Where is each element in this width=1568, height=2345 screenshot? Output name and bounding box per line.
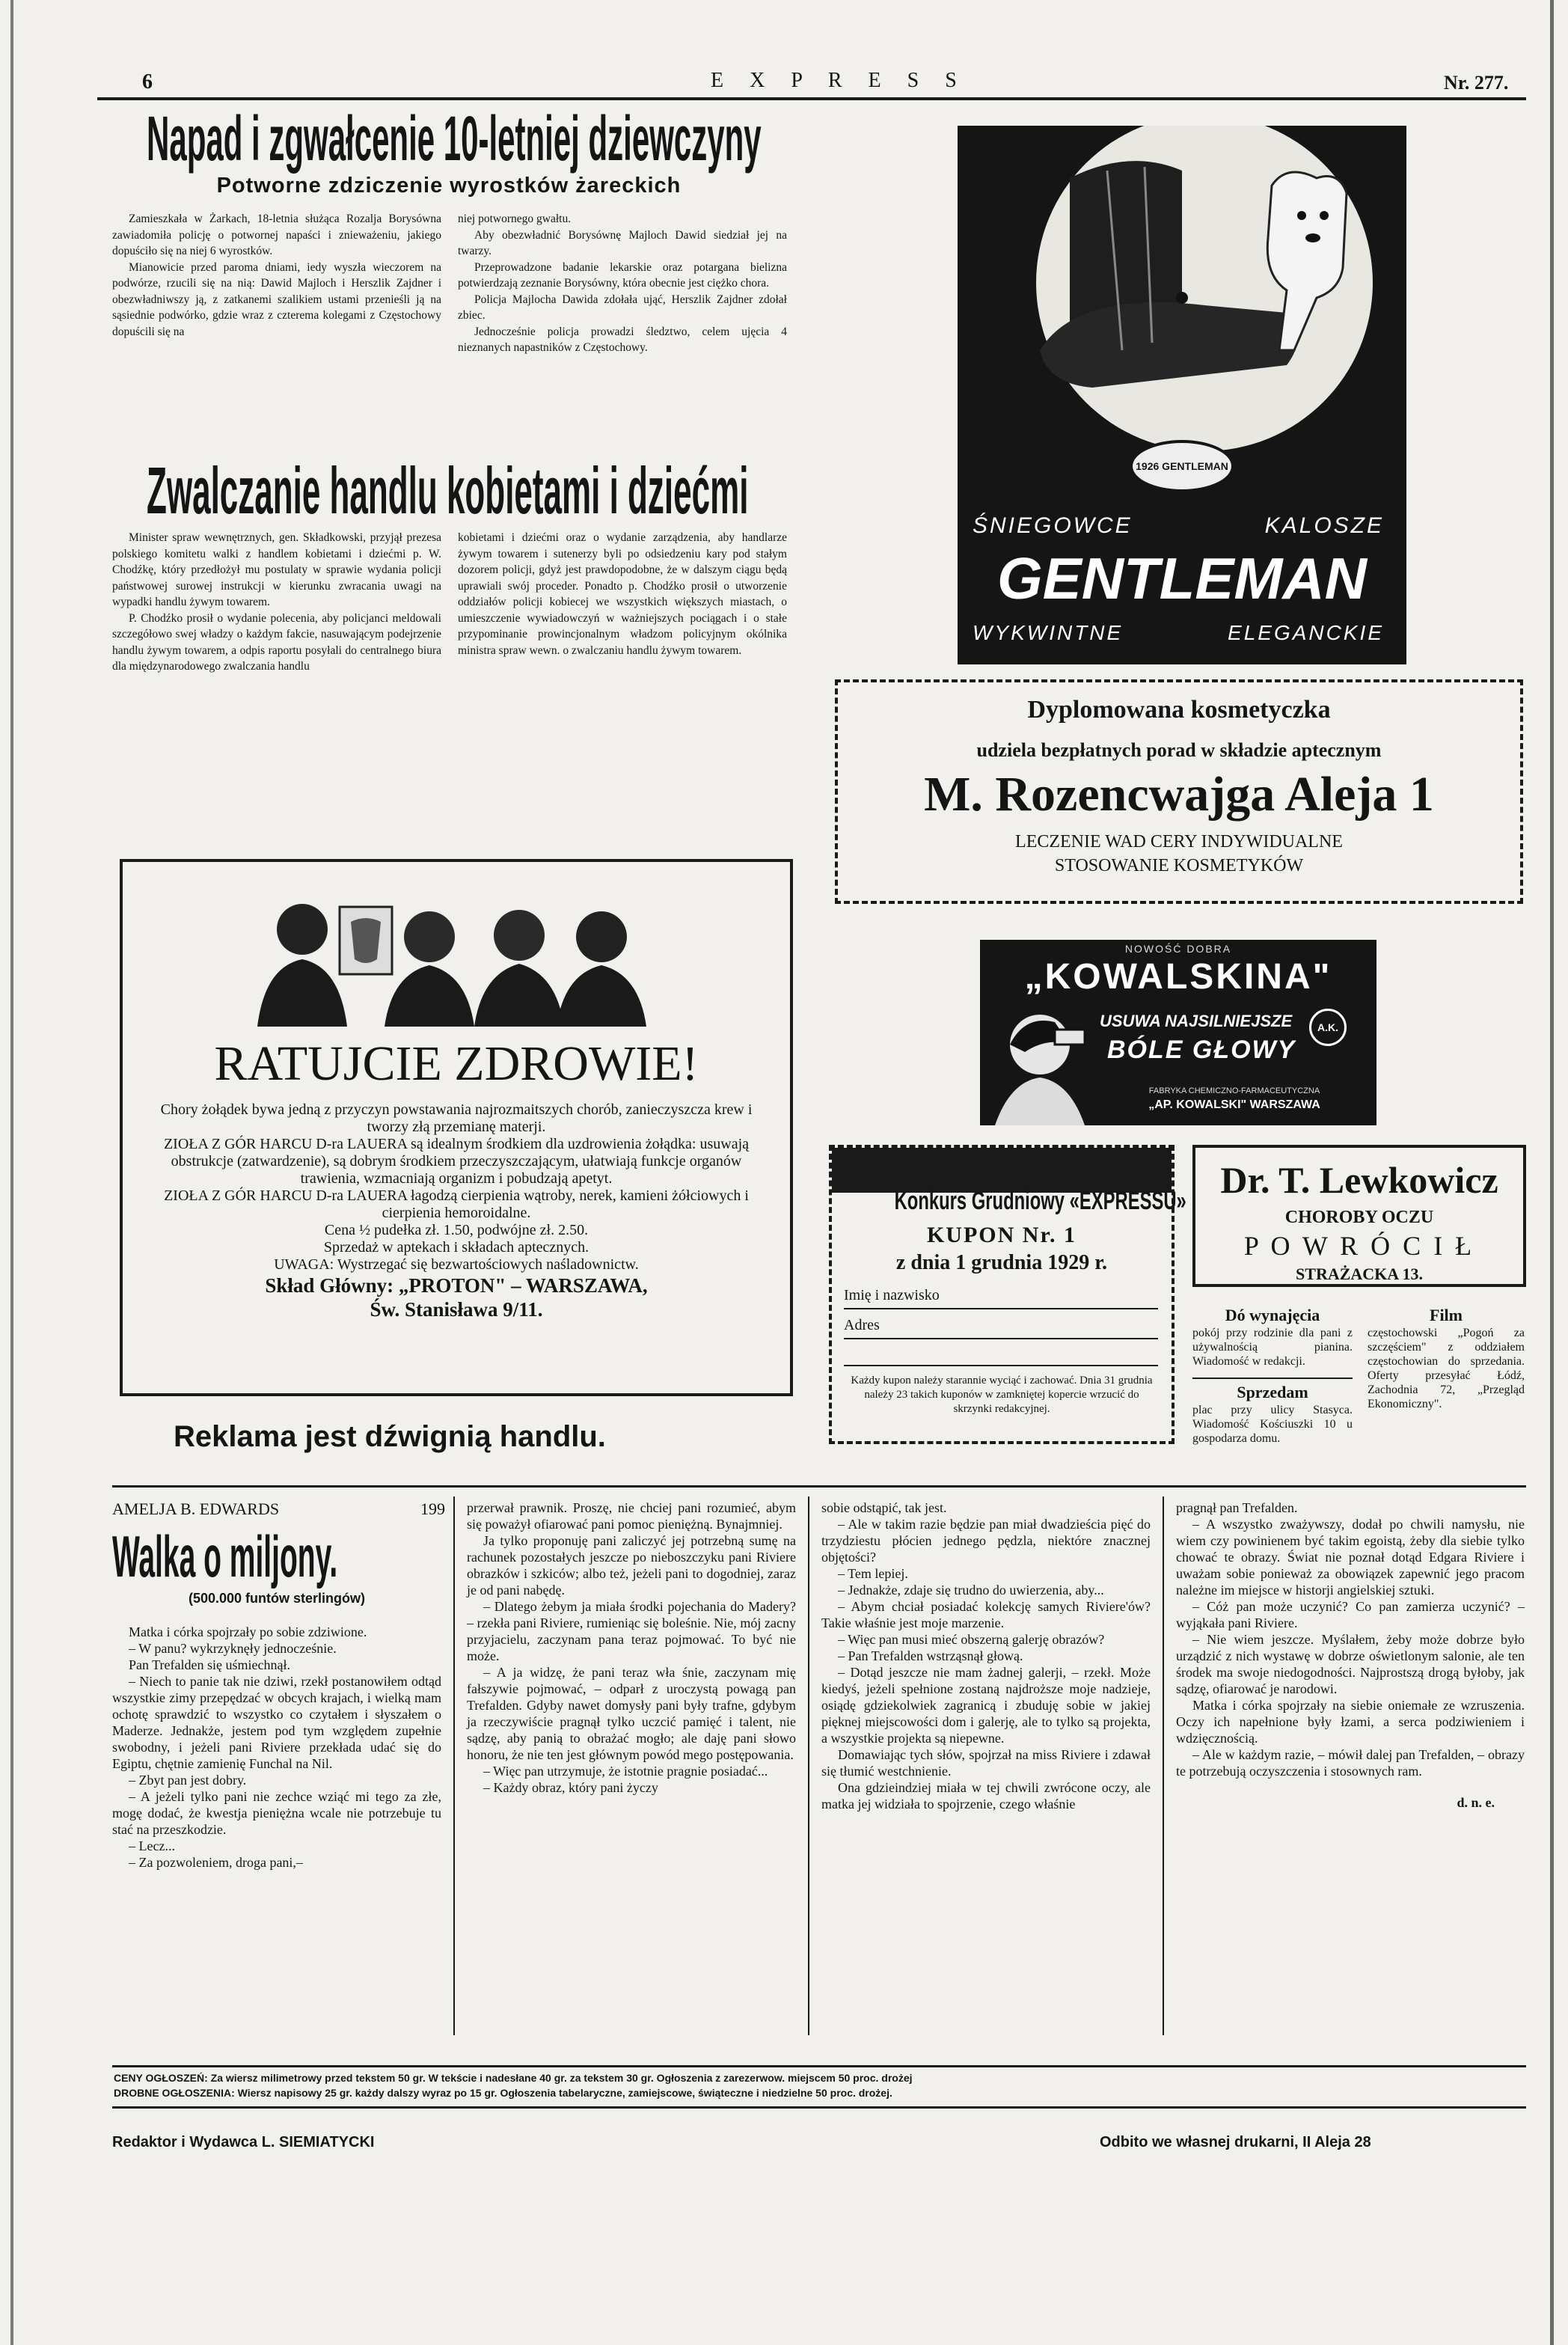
gentleman-wykwintne: WYKWINTNE (973, 621, 1124, 644)
ratujcie-p8: Św. Stanisława 9/11. (370, 1298, 543, 1321)
paragraph: Minister spraw wewnętrznych, gen. Składkowski, przyjął prezesa polskiego komitetu walki z handlem kobietami i dziećmi p. W. Chodźkę, który przedłożył mu postulaty w sprawie wydania policji państwowej surowej instrukcji w kierunku zwracania uwagi na wypadki handlu żywym towarem. (112, 531, 441, 608)
kowalskina-footer1: FABRYKA CHEMICZNO-FARMACEUTYCZNA (1148, 1086, 1320, 1095)
serial-title-wrap (112, 1523, 441, 1589)
ratujcie-title: RATUJCIE ZDROWIE! (214, 1036, 699, 1091)
gentleman-line3 (973, 621, 1391, 645)
ratujcie-zdrowie-ad (120, 859, 793, 1396)
paragraph: – Dotąd jeszcze nie mam żadnej galerji, – rzekł. Może kiedyś, jeżeli spełnione zostaną najdroższe moje nadzieje, osiądę gdziekolwiek zagranicą i zbuduję sobie w jakiej pięknej miejscowości dom i galerję, ale to tylko są projekta, a wszystkie projekta są niepewne. (821, 1665, 1151, 1746)
lewkowicz-ad (1192, 1145, 1526, 1287)
article1-col1 (112, 211, 441, 340)
classified-text: plac przy ulicy Stasyca. Wiadomość Kościuszki 10 u gospodarza domu. (1192, 1404, 1353, 1445)
konkurs-field2-label: Adres (844, 1317, 880, 1333)
paragraph: – Za pozwoleniem, droga pani,– (129, 1855, 303, 1870)
kowalskina-badge: A.K. (1309, 1009, 1347, 1046)
slogan: Reklama jest dźwignią handlu. (174, 1420, 606, 1453)
gentleman-logo-text: 1926 GENTLEMAN (1136, 460, 1228, 472)
ratujcie-p6: UWAGA: Wystrzegać się bezwartościowych naśladownictw. (274, 1256, 639, 1273)
konkurs-field1-label: Imię i nazwisko (844, 1287, 940, 1303)
page-number: 6 (142, 70, 153, 94)
paragraph: – A ja widzę, że pani teraz wła śnie, zaczynam mię fałszywie pojmować, – odparł z uroczystą powagą pan Trefalden. Gdyby nawet domysły pani były trafne, gdybym ja rzeczywiście pragnął tylko uczcić pamięć i talent, nie sądzę, aby panią to obrażać mogło; ale daję pani słowo honoru, że nie ten jest głównym powód mego postępowania. (467, 1665, 796, 1762)
price-line1: CENY OGŁOSZEŃ: Za wiersz milimetrowy przed tekstem 50 gr. W tekście i nadesłane 40 gr. za tekstem 30 gr. Ogłoszenia z zarezerwow. miejscem 50 proc. drożej (114, 2072, 913, 2084)
article1-title: Napad i zgwałcenie 10-letniej dziewczyny (147, 103, 762, 174)
paragraph: – Lecz... (129, 1838, 175, 1853)
doctors-illustration (242, 877, 661, 1027)
paragraph: – Abym chciał posiadać kolekcję samych Riviere'ów? Takie właśnie jest moje marzenie. (821, 1599, 1151, 1630)
article2-col1 (112, 530, 441, 675)
paragraph: Matka i córka spojrzały na siebie oniemałe ze wzruszenia. Oczy ich napełnione były łzami, a serca podziwieniem i wdzięcznością. (1176, 1698, 1525, 1746)
serial-end: d. n. e. (1457, 1795, 1495, 1810)
paragraph: niej potwornego gwałtu. (458, 213, 572, 225)
column-divider (453, 1496, 455, 2035)
paragraph: Przeprowadzone badanie lekarskie oraz potargana bielizna potwierdzają zeznanie Borysówny, która obecnie jest ciężko chora. (458, 260, 787, 290)
gentleman-sniegowce: ŚNIEGOWCE (973, 513, 1133, 538)
konkurs-address-line2[interactable] (844, 1347, 1158, 1366)
paragraph: kobietami i dziećmi oraz o wydanie zarządzenia, aby handlarze żywym towarem i sutenerzy byli po odsiedzeniu kary pod stałym dozorem policji, gdyż jest prawdopodobne, że w dalszym ciągu będą uprawiali swój proceder. Ponadto p. Chodźko prosił o utworzenie oddziałów policji kobiecej we wszystkich większych miastach, o umieszczenie wywiadowczyń w ważniejszych pociągach i o stałe przypominanie prowincjonalnym władzom policyjnym okólnika ministra spraw wewn. o zwalczaniu handlu żywym towarem. (458, 531, 787, 657)
paragraph: przerwał prawnik. Proszę, nie chciej pani rozumieć, abym się poważył ofiarować pani pomoc pieniężną. Bynajmniej. (467, 1500, 796, 1532)
ratujcie-p5: Sprzedaż w aptekach i składach aptecznych. (323, 1239, 589, 1256)
lewkowicz-line1: CHOROBY OCZU (1284, 1208, 1434, 1227)
paragraph: – A wszystko zważywszy, dodał po chwili namysłu, nie wiem czy powinienem być takim egoistą, żeby dla siebie tylko chować te obrazy. Świat nie poznał dotąd Edgara Riviere i uważam sobie ponieważ za obowiązek zapewnić jego pracom należne im miejsce w historji angielskiej sztuki. (1176, 1517, 1525, 1598)
serial-col3 (821, 1499, 1151, 1812)
imprint-printer: Odbito we własnej drukarni, II Aleja 28 (1100, 2134, 1371, 2150)
article1-subtitle: Potworne zdziczenie wyrostków żareckich (216, 174, 682, 198)
page-right-border (1550, 0, 1554, 2345)
paragraph: Policja Majlocha Dawida zdołała ująć, Herszlik Zajdner zdołał zbiec. (458, 293, 787, 322)
paragraph: sobie odstąpić, tak jest. (821, 1500, 947, 1515)
kosmetyczka-name: M. Rozencwajga Aleja 1 (924, 767, 1434, 822)
paragraph: Ja tylko proponuję pani zaliczyć jej potrzebną sumę na rachunek pozostałych jeszcze po nieboszczyku pani Riviere obrazków i szkiców; albo też, jeżeli pani to dogodniej, zaraz je od pani nabędę. (467, 1533, 796, 1598)
paragraph: Mianowicie przed paroma dniami, iedy wyszła wieczorem na podwórze, rzucili się na nią: Dawid Majloch i Herszlik Zajdner i obezwładniwszy ją, z zatkanemi szalikiem ustami przenieśli ją na sąsiednie podwórko, gdzie wraz z czterema kolegami z Częstochowy dopuścili się na (112, 260, 441, 338)
serial-subtitle: (500.000 funtów sterlingów) (188, 1591, 366, 1606)
classified-heading: Film (1430, 1306, 1463, 1324)
article2-headline (147, 453, 820, 528)
classified-text: częstochowski „Pogoń za szczęściem" z oddziałem częstochowian do sprzedania. Oferty przesyłać Łódź, Zachodnia 72, „Przegląd Ekonomiczny". (1368, 1327, 1525, 1410)
konkurs-name-field[interactable] (844, 1287, 1158, 1309)
ratujcie-p2: ZIOŁA Z GÓR HARCU D-ra LAUERA są idealnym środkiem dla uzdrowienia żołądka: usuwają obstrukcje (zatwardzenie), są dobrym środkiem przeczyszczającym, ułatwiają funkcje organów trawienia, wzmacniają organizm i pobudzają apetyt. (163, 1136, 750, 1187)
kowalskina-brand: „KOWALSKINA" (1024, 957, 1332, 997)
classified-heading: Dó wynajęcia (1225, 1306, 1320, 1324)
issue-number: Nr. 277. (1444, 72, 1509, 94)
ratujcie-p3: ZIOŁA Z GÓR HARCU D-ra LAUERA łagodzą cierpienia wątroby, nerek, kamieni żółciowych i cierpienia hemoroidalne. (164, 1187, 749, 1221)
newspaper-title: E X P R E S S (711, 69, 967, 92)
column-divider (1163, 1496, 1164, 2035)
paragraph: Pan Trefalden się uśmiechnął. (129, 1657, 290, 1672)
paragraph: – Więc pan utrzymuje, że istotnie pragnie posiadać... (483, 1764, 768, 1779)
paragraph: Ona gdzieindziej miała w tej chwili zwrócone oczy, ale matka jej widziała to spojrzenie, czego właśnie (821, 1780, 1151, 1812)
page-left-border (10, 0, 13, 2345)
price-line2: DROBNE OGŁOSZENIA: Wiersz napisowy 25 gr. każdy dalszy wyraz po 15 gr. Ogłoszenia tabelaryczne, zamiejscowe, świąteczne i niedzielne 50 proc. drożej. (114, 2087, 892, 2099)
kosmetyczka-advice: udziela bezpłatnych porad w składzie aptecznym (976, 739, 1382, 761)
paragraph: – A jeżeli tylko pani nie zechce wziąć mi tego za złe, mogę dodać, że kwestja pieniężna wcale nie potrzebuje tu stać na przeszkodzie. (112, 1789, 441, 1837)
konkurs-title: Konkurs Grudniowy «EXPRESSU» (894, 1187, 1186, 1215)
ratujcie-p4: Cena ½ pudełka zł. 1.50, podwójne zł. 2.50. (324, 1222, 589, 1238)
paragraph: – Nie wiem jeszcze. Myślałem, żeby może dobrze było urządzić z nich wystawę w dobrze oświetlonym salonie, ale ten środek ma swoje niedogodności. Najprostszą drogą byłoby, jak sądzę, ofiarować je narodowi. (1176, 1632, 1525, 1696)
paragraph: – W panu? wykrzyknęły jednocześnie. (129, 1641, 337, 1656)
gentleman-eleganckie: ELEGANCKIE (1228, 621, 1384, 644)
konkurs-title-bar (832, 1148, 1172, 1193)
serial-col4 (1176, 1499, 1525, 1811)
serial-author: AMELJA B. EDWARDS (112, 1499, 280, 1518)
classified-film (1368, 1305, 1525, 1411)
paragraph: – Tem lepiej. (838, 1566, 908, 1581)
paragraph: – Cóż pan może uczynić? Co pan zamierza uczynić? – wyjąkała pani Riviere. (1176, 1599, 1525, 1630)
kowalskina-line1: USUWA NAJSILNIEJSZE (1100, 1012, 1293, 1030)
article2-title: Zwalczanie handlu kobietami i dziećmi (147, 453, 749, 528)
classified-text: pokój przy rodzinie dla pani z używalnością pianina. Wiadomość w redakcji. (1192, 1327, 1353, 1368)
konkurs-coupon (829, 1145, 1186, 1444)
gentleman-line1 (973, 513, 1391, 539)
lewkowicz-line2: P O W R Ó C I Ł (1243, 1231, 1475, 1261)
serial-col1 (112, 1624, 441, 1871)
gentleman-logo-badge (1130, 440, 1234, 492)
paragraph: – Jednakże, zdaje się trudno do uwierzenia, aby... (838, 1583, 1104, 1598)
lewkowicz-name: Dr. T. Lewkowicz (1220, 1159, 1498, 1201)
paragraph: – Ale w każdym razie, – mówił dalej pan Trefalden, – obrazy te potrzebują oczyszczenia i stosownych ram. (1176, 1747, 1525, 1779)
konkurs-date: z dnia 1 grudnia 1929 r. (895, 1251, 1108, 1274)
kosmetyczka-ad (835, 679, 1523, 904)
konkurs-note: Każdy kupon należy starannie wyciąć i zachować. Dnia 31 grudnia należy 23 takich kuponów w zamkniętej kopercie wrzucić do skrzynki redakcyjnej. (851, 1375, 1153, 1415)
kosmetyczka-title: Dyplomowana kosmetyczka (1027, 696, 1331, 724)
kowalskina-top: NOWOŚĆ DOBRA (1124, 943, 1232, 955)
paragraph: – Pan Trefalden wstrząsnął głową. (838, 1648, 1023, 1663)
paragraph: – Więc pan musi mieć obszerną galerję obrazów? (838, 1632, 1105, 1647)
paragraph: pragnął pan Trefalden. (1176, 1500, 1298, 1515)
kowalskina-footer2: „AP. KOWALSKI" WARSZAWA (1148, 1098, 1320, 1111)
gentleman-kalosze: KALOSZE (1264, 513, 1384, 538)
kowalskina-ad (980, 940, 1376, 1125)
ratujcie-p1: Chory żołądek bywa jedną z przyczyn powstawania najrozmaitszych chorób, zanieczyszcza krew i tworzy złą przemianę materji. (160, 1101, 753, 1135)
paragraph: – Niech to panie tak nie dziwi, rzekł postanowiłem odtąd wszystkie zimy przepędzać w obcych krajach, i wielką mam ochotę sprawdzić to wszystko co czytałem i słyszałem o Maderze. Jednakże, jestem pod tym względem zupełnie swobodny, i jeżeli pani Riviere przekłada udać się do Egiptu, chętnie zamienię Funchal na Nil. (112, 1674, 441, 1771)
paragraph: – Każdy obraz, który pani życzy (483, 1780, 658, 1795)
page-header (37, 69, 1526, 99)
paragraph: Aby obezwładnić Borysównę Majloch Dawid siedział jej na twarzy. (458, 228, 787, 257)
article1-col2 (458, 211, 787, 356)
article2-col2 (458, 530, 787, 658)
section-rule (112, 1485, 1526, 1488)
gentleman-ad (958, 126, 1406, 664)
paragraph: Jednocześnie policja prowadzi śledztwo, celem ujęcia 4 nieznanych napastników z Częstochowy. (458, 325, 787, 354)
paragraph: P. Chodźko prosił o wydanie polecenia, aby policjanci meldowali szczegółowo swej władzy o każdym fakcie, nasuwającym podejrzenie handlu żywym towarem, a odpis raportu posyłali do centralnego biura dla międzynarodowego zwalczania handlu (112, 611, 441, 673)
konkurs-address-field[interactable] (844, 1317, 1158, 1339)
kowalskina-line2: BÓLE GŁOWY (1107, 1036, 1296, 1064)
article1-headline (147, 105, 820, 172)
headache-man-illustration (980, 1000, 1100, 1125)
kosmetyczka-line3: STOSOWANIE KOSMETYKÓW (1054, 856, 1304, 875)
column-divider (808, 1496, 809, 2035)
serial-title: Walka o miljony. (112, 1523, 338, 1589)
paragraph: Matka i córka spojrzały po sobie zdziwione. (129, 1624, 367, 1639)
paragraph: Zamieszkała w Żarkach, 18-letnia służąca Rozalja Borysówna zawiadomiła policję o potwornej napaści i znieważeniu, jakiego dopuściło się na niej 6 wyrostków. (112, 213, 441, 257)
gentleman-brand: GENTLEMAN (997, 545, 1367, 611)
lewkowicz-line3: STRAŻACKA 13. (1296, 1265, 1423, 1283)
classified-do-wynajecia (1192, 1305, 1353, 1446)
ratujcie-body (145, 1101, 768, 1321)
serial-col2 (467, 1499, 796, 1796)
serial-number: 199 (420, 1499, 445, 1518)
imprint-editor: Redaktor i Wydawca L. SIEMIATYCKI (112, 2134, 375, 2150)
paragraph: Domawiając tych słów, spojrzał na miss Riviere i zdawał się tłumić westchnienie. (821, 1747, 1151, 1779)
paragraph: – Ale w takim razie będzie pan miał dwadzieścia pięć do trzydziestu płócien jednego pędzla, niektóre znacznej objętości? (821, 1517, 1151, 1565)
classified-heading: Sprzedam (1192, 1378, 1353, 1403)
header-rule (97, 97, 1526, 100)
kosmetyczka-line2: LECZENIE WAD CERY INDYWIDUALNE (1015, 832, 1343, 852)
ratujcie-p7: Skład Główny: „PROTON" – WARSZAWA, (265, 1274, 648, 1297)
konkurs-kupon: KUPON Nr. 1 (926, 1223, 1077, 1247)
paragraph: – Zbyt pan jest dobry. (129, 1773, 247, 1788)
ad-price-box (112, 2065, 1526, 2109)
paragraph: – Dlatego żebym ja miała środki pojechania do Madery? – rzekła pani Riviere, rumieniąc się boleśnie. Nie, mój zacny przyjacielu, zaczynam pana teraz pojmować. To być nie może. (467, 1599, 796, 1663)
